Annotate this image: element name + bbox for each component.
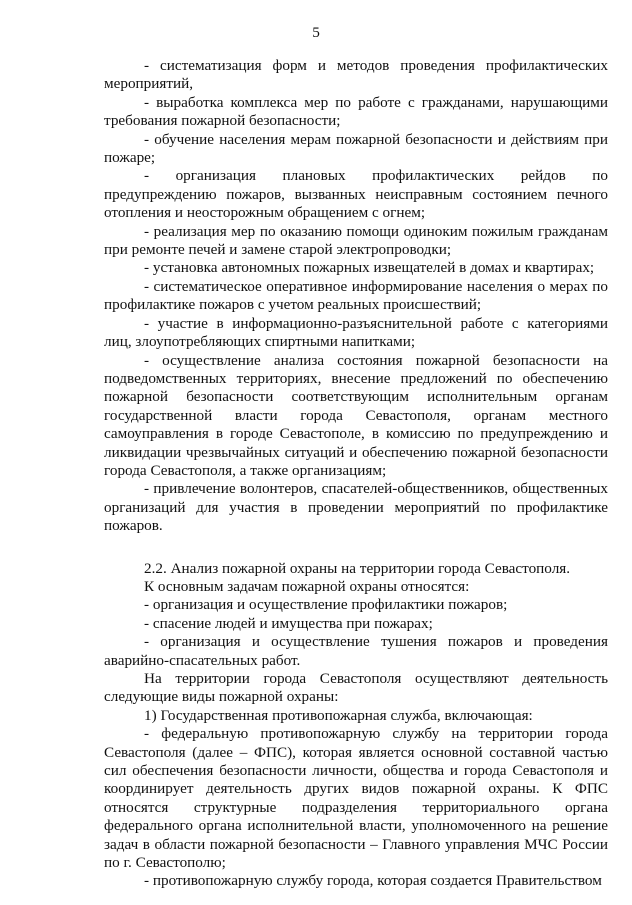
task-firefighting: - организация и осуществление тушения пожаров и проведения аварийно-спасательных работ. — [104, 633, 608, 669]
section-spacer — [104, 536, 608, 560]
federal-fire-service: - федеральную противопожарную службу на территории города Севастополя (далее – ФПС), которая является основной составной частью сил обеспечения безопасности личности, общества и города Севастополя и координирует деятельность других видов пожарной охраны. К ФПС относятся структурные подразделения территориального органа федерального органа исполнительной власти, уполномоченного на решение задач в области пожарной безопасности – Главного управления МЧС России по г. Севастополю; — [104, 725, 608, 872]
tasks-intro: К основным задачам пожарной охраны относятся: — [144, 577, 470, 595]
list-item-outreach: - участие в информационно-разъяснительной работе с категориями лиц, злоупотребляющих спиртными напитками; — [104, 314, 608, 351]
fire-protection-types-intro: На территории города Севастополя осуществляют деятельность следующие виды пожарной охраны: — [104, 670, 608, 706]
task-rescue: - спасение людей и имущества при пожарах; — [144, 614, 433, 632]
list-item-volunteers: - привлечение волонтеров, спасателей-общественников, общественных организаций для участия в проведении мероприятий по профилактике пожаров. — [104, 480, 608, 535]
list-item-training: - обучение населения мерам пожарной безопасности и действиям при пожаре; — [104, 130, 608, 167]
list-item-raids: - организация плановых профилактических рейдов по предупреждению пожаров, вызванных неисправным состоянием печного отопления и неосторожным обращением с огнем; — [104, 167, 608, 222]
state-fire-service: 1) Государственная противопожарная служба, включающая: — [144, 706, 533, 724]
section-heading: 2.2. Анализ пожарной охраны на территории города Севастополя. — [144, 559, 571, 577]
list-item-elderly-assistance: - реализация мер по оказанию помощи одиноким пожилым гражданам при ремонте печей и замене старой электропроводки; — [104, 222, 608, 259]
list-item-analysis: - осуществление анализа состояния пожарной безопасности на подведомственных территориях, внесение предложений по обеспечению пожарной безопасности соответствующим исполнительным органам государственной власти города Севастополя, органам местного самоуправления в городе Севастополе, в комиссию по предупреждению и ликвидации чрезвычайных ситуаций и обеспечению пожарной безопасности города Севастополя, а также организациям; — [104, 351, 608, 479]
list-item-informing: - систематическое оперативное информирование населения о мерах по профилактике пожаров с учетом реальных происшествий; — [104, 277, 608, 314]
list-item-detectors: - установка автономных пожарных извещателей в домах и квартирах; — [144, 259, 595, 277]
document-body — [104, 57, 608, 891]
list-item-measures-citizens: - выработка комплекса мер по работе с гражданами, нарушающими требования пожарной безопасности; — [104, 93, 608, 130]
page-number: 5 — [312, 24, 320, 41]
task-prevention: - организация и осуществление профилактики пожаров; — [144, 596, 508, 614]
city-fire-service: - противопожарную службу города, которая создается Правительством — [144, 872, 602, 890]
list-item-systematization: - систематизация форм и методов проведения профилактических мероприятий, — [104, 57, 608, 93]
